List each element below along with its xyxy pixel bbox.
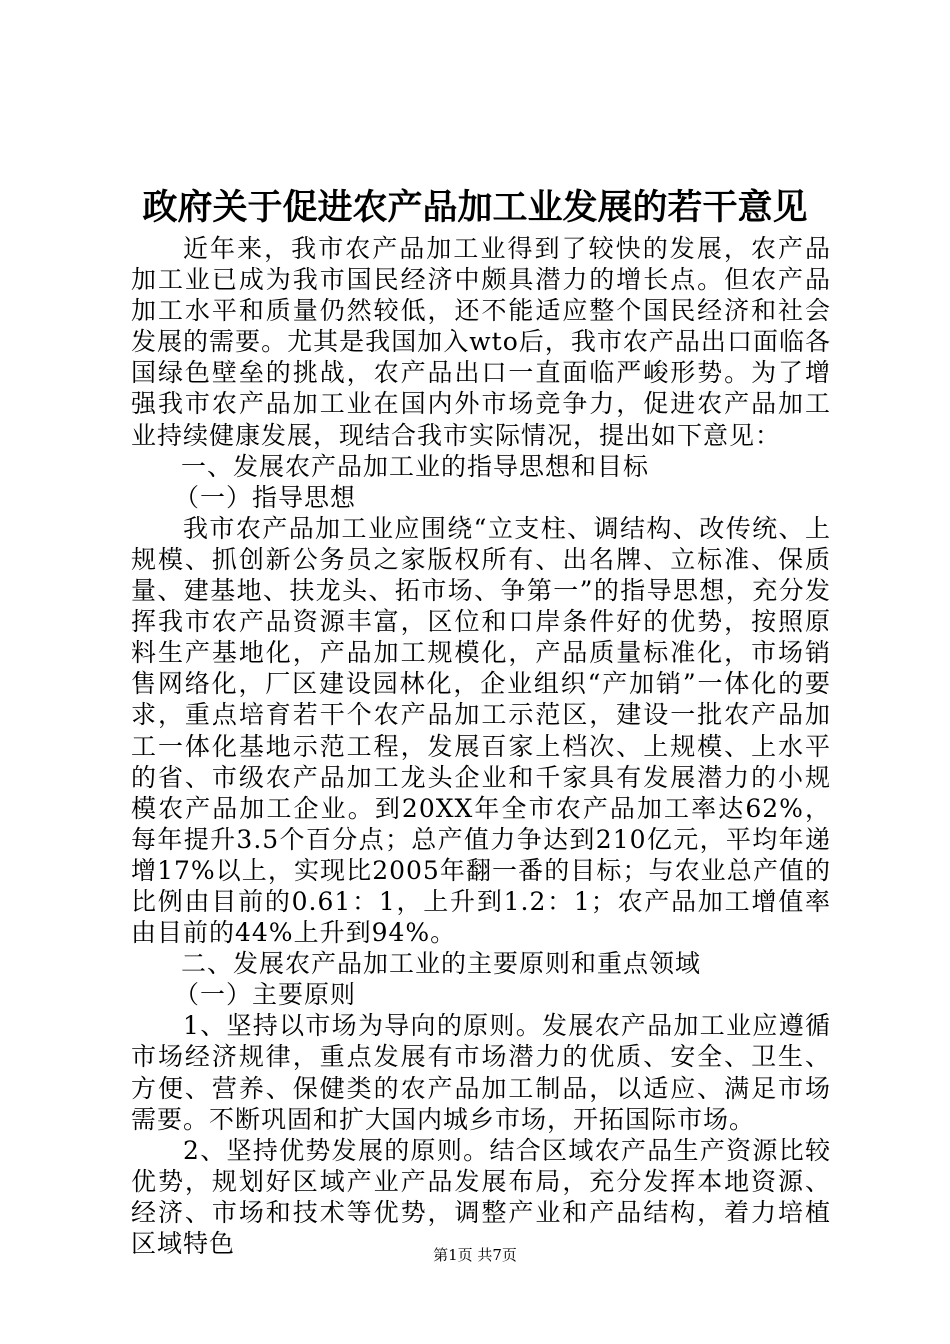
principle-paragraph-2: 2、坚持优势发展的原则。结合区域农产品生产资源比较优势，规划好区域产业产品发展布局，充分发挥本地资源、经济、市场和技术等优势，调整产业和产品结构，着力培植区域特色 bbox=[131, 1135, 831, 1258]
document-title: 政府关于促进农产品加工业发展的若干意见 bbox=[142, 187, 808, 228]
guiding-thought-paragraph: 我市农产品加工业应围绕“立支柱、调结构、改传统、上规模、抓创新公务员之家版权所有、出名牌、立标准、保质量、建基地、扶龙头、拓市场、争第一”的指导思想，充分发挥我市农产品资源丰富，区位和口岸条件好的优势，按照原料生产基地化，产品加工规模化，产品质量标准化，市场销售网络化，厂区建设园林化，企业组织“产加销”一体化的要求，重点培育若干个农产品加工示范区，建设一批农产品加工一体化基地示范工程，发展百家上档次、上规模、上水平的省、市级农产品加工龙头企业和千家具有发展潜力的小规模农产品加工企业。到20XX年全市农产品加工率达62%，每年提升3.5个百分点；总产值力争达到210亿元，平均年递增17%以上，实现比2005年翻一番的目标；与农业总产值的比例由目前的0.61：1，上升到1.2：1；农产品加工增值率由目前的44%上升到94%。 bbox=[131, 513, 831, 948]
page-footer: 第1页 共7页 bbox=[433, 1246, 517, 1264]
principle-paragraph-1: 1、坚持以市场为导向的原则。发展农产品加工业应遵循市场经济规律，重点发展有市场潜力的优质、安全、卫生、方便、营养、保健类的农产品加工制品，以适应、满足市场需要。不断巩固和扩大国内城乡市场，开拓国际市场。 bbox=[131, 1011, 831, 1134]
intro-paragraph: 近年来，我市农产品加工业得到了较快的发展，农产品加工业已成为我市国民经济中颇具潜力的增长点。但农产品加工水平和质量仍然较低，还不能适应整个国民经济和社会发展的需要。尤其是我国加入wto后，我市农产品出口面临各国绿色壁垒的挑战，农产品出口一直面临严峻形势。为了增强我市农产品加工业在国内外市场竞争力，促进农产品加工业持续健康发展，现结合我市实际情况，提出如下意见： bbox=[131, 234, 831, 450]
section-heading-2: 二、发展农产品加工业的主要原则和重点领域 bbox=[181, 949, 702, 979]
subsection-heading-guiding-thought: （一）指导思想 bbox=[174, 482, 357, 512]
subsection-heading-principles: （一）主要原则 bbox=[174, 980, 357, 1010]
section-heading-1: 一、发展农产品加工业的指导思想和目标 bbox=[181, 451, 650, 481]
document-body bbox=[131, 233, 831, 1259]
